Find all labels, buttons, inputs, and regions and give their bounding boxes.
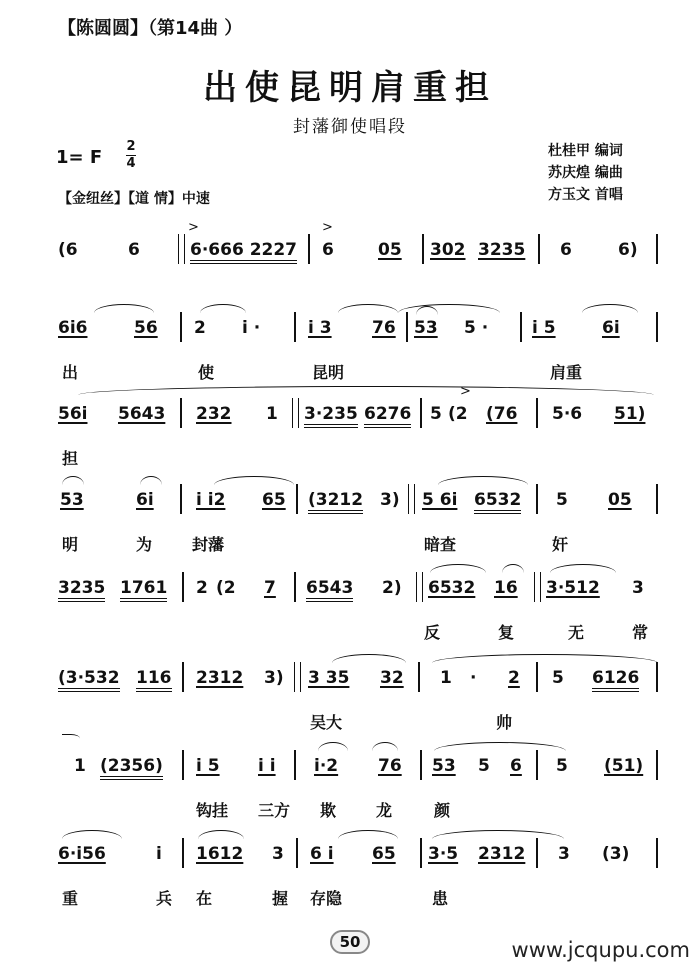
lyric: 兵 bbox=[156, 889, 173, 908]
time-signature-top: 2 bbox=[126, 139, 136, 154]
note: 1 bbox=[266, 404, 278, 424]
lyric: 暗查 bbox=[424, 535, 457, 554]
barline bbox=[406, 312, 408, 342]
lyrics-line bbox=[58, 532, 662, 552]
notes-line bbox=[58, 756, 662, 786]
accent-mark: > bbox=[322, 220, 333, 235]
note: 3 bbox=[272, 844, 284, 864]
note: 6·i56 bbox=[58, 844, 106, 864]
note: 6i bbox=[602, 318, 620, 338]
slur bbox=[372, 742, 398, 751]
lyric: 常 bbox=[632, 623, 649, 642]
barline bbox=[656, 750, 658, 780]
note: 2312 bbox=[478, 844, 526, 864]
note: 51) bbox=[614, 404, 646, 424]
lyric: 三方 bbox=[258, 801, 291, 820]
note: 65 bbox=[262, 490, 286, 510]
lyric: 存隐 bbox=[310, 889, 343, 908]
slur bbox=[94, 304, 154, 313]
lyric: 龙 bbox=[376, 801, 393, 820]
note: 16 bbox=[494, 578, 518, 598]
barline bbox=[536, 838, 538, 868]
note: 302 bbox=[430, 240, 466, 260]
note: 76 bbox=[378, 756, 402, 776]
key-signature: 1= F bbox=[56, 147, 103, 168]
lyrics-line bbox=[58, 446, 662, 466]
note: 1612 bbox=[196, 844, 244, 864]
slur bbox=[398, 304, 500, 313]
note: (51) bbox=[604, 756, 644, 776]
barline bbox=[420, 398, 422, 428]
lyric: 使 bbox=[198, 363, 215, 382]
note: 6543 bbox=[306, 578, 353, 602]
slur bbox=[62, 830, 122, 839]
slur bbox=[430, 564, 486, 573]
note: 3 bbox=[558, 844, 570, 864]
lyric: 奸 bbox=[552, 535, 569, 554]
note: 6) bbox=[618, 240, 638, 260]
note: 3) bbox=[264, 668, 284, 688]
barline bbox=[292, 398, 299, 428]
slur bbox=[550, 564, 616, 573]
time-signature bbox=[126, 140, 136, 171]
barline bbox=[416, 572, 423, 602]
note: 6 bbox=[510, 756, 522, 776]
note: 3·5 bbox=[428, 844, 459, 864]
slur bbox=[438, 476, 528, 485]
lyric: 昆明 bbox=[312, 363, 345, 382]
barline bbox=[294, 662, 301, 692]
song-subtitle: 封藩御使唱段 bbox=[293, 117, 407, 137]
note: 6 i bbox=[310, 844, 334, 864]
barline bbox=[422, 234, 424, 264]
slur bbox=[200, 304, 246, 313]
note: (3) bbox=[602, 844, 630, 864]
note: 6i bbox=[136, 490, 154, 510]
barline bbox=[536, 662, 538, 692]
page-number-badge: 50 bbox=[330, 930, 371, 954]
note: 2312 bbox=[196, 668, 244, 688]
lyric: 欺 bbox=[320, 801, 337, 820]
barline bbox=[534, 572, 541, 602]
lyric: 颜 bbox=[434, 801, 451, 820]
slur bbox=[62, 734, 80, 743]
note: 3235 bbox=[58, 578, 105, 602]
slur bbox=[432, 654, 658, 663]
accent-mark: > bbox=[188, 220, 199, 235]
note: 05 bbox=[608, 490, 632, 510]
note: i 5 bbox=[196, 756, 220, 776]
note: 6 bbox=[322, 240, 334, 260]
note: 1761 bbox=[120, 578, 167, 602]
notes-line bbox=[58, 318, 662, 348]
note: 56 bbox=[134, 318, 158, 338]
slur bbox=[318, 742, 348, 751]
credit-singer: 方玉文 首唱 bbox=[548, 187, 623, 203]
barline bbox=[294, 312, 296, 342]
barline bbox=[296, 484, 298, 514]
barline bbox=[180, 484, 182, 514]
lyric: 患 bbox=[432, 889, 449, 908]
slur bbox=[198, 830, 244, 839]
lyric: 钩挂 bbox=[196, 801, 229, 820]
note: 3 35 bbox=[308, 668, 350, 688]
song-header-tag: 【陈圆圆】（第14曲 ） bbox=[58, 18, 243, 39]
note: (6 bbox=[58, 240, 78, 260]
note: (2 bbox=[448, 404, 468, 424]
notes-line bbox=[58, 578, 662, 608]
note: 232 bbox=[196, 404, 232, 424]
note: 2 bbox=[196, 578, 208, 598]
note: 3·512 bbox=[546, 578, 600, 598]
lyric: 吴大 bbox=[310, 713, 343, 732]
barline bbox=[536, 398, 538, 428]
lyric: 无 bbox=[568, 623, 585, 642]
slur bbox=[582, 304, 638, 313]
note: 5·6 bbox=[552, 404, 583, 424]
note: 2 bbox=[194, 318, 206, 338]
lyrics-line bbox=[58, 620, 662, 640]
note: 3235 bbox=[478, 240, 526, 260]
barline bbox=[182, 838, 184, 868]
barline bbox=[538, 234, 540, 264]
credits-block bbox=[548, 140, 623, 206]
slur bbox=[338, 830, 398, 839]
note: i i2 bbox=[196, 490, 226, 510]
barline bbox=[182, 662, 184, 692]
lyric: 肩重 bbox=[550, 363, 583, 382]
lyrics-line bbox=[58, 798, 662, 818]
note: 6276 bbox=[364, 404, 411, 428]
note: 6 bbox=[560, 240, 572, 260]
lyric: 握 bbox=[272, 889, 289, 908]
note: 53 bbox=[60, 490, 84, 510]
barline bbox=[420, 838, 422, 868]
lyric: 明 bbox=[62, 535, 79, 554]
note: 5 bbox=[430, 404, 442, 424]
note: 1 bbox=[440, 668, 452, 688]
note: i 5 bbox=[532, 318, 556, 338]
note: 32 bbox=[380, 668, 404, 688]
barline bbox=[180, 398, 182, 428]
note: 6126 bbox=[592, 668, 639, 692]
barline bbox=[294, 572, 296, 602]
notes-line bbox=[58, 668, 662, 698]
song-title: 出使昆明肩重担 bbox=[203, 68, 497, 108]
lyric: 反 bbox=[424, 623, 441, 642]
barline bbox=[536, 484, 538, 514]
barline bbox=[656, 662, 658, 692]
lyric: 复 bbox=[498, 623, 515, 642]
lyric: 重 bbox=[62, 889, 79, 908]
site-watermark[interactable]: www.jcqupu.com bbox=[511, 938, 690, 962]
barline bbox=[520, 312, 522, 342]
note: 76 bbox=[372, 318, 396, 338]
barline bbox=[656, 234, 658, 264]
tempo-marking: 【金纽丝】【道 情】中速 bbox=[58, 191, 210, 207]
time-signature-bottom: 4 bbox=[126, 156, 136, 171]
lyrics-line bbox=[58, 886, 662, 906]
credit-lyricist: 杜桂甲 编词 bbox=[548, 143, 623, 159]
note: (3·532 bbox=[58, 668, 120, 692]
note: 56i bbox=[58, 404, 88, 424]
note: 6532 bbox=[474, 490, 521, 514]
note: 53 bbox=[432, 756, 456, 776]
notes-line bbox=[58, 384, 662, 434]
note: · bbox=[470, 668, 477, 688]
note: 3·235 bbox=[304, 404, 358, 428]
note: 6i6 bbox=[58, 318, 88, 338]
note: 5643 bbox=[118, 404, 166, 424]
note: 53 bbox=[414, 318, 438, 338]
slur bbox=[502, 564, 524, 573]
slur bbox=[432, 830, 564, 839]
lyrics-line bbox=[58, 360, 662, 380]
barline bbox=[418, 662, 420, 692]
barline bbox=[656, 312, 658, 342]
note: 116 bbox=[136, 668, 172, 692]
note: i 3 bbox=[308, 318, 332, 338]
note: 2 bbox=[508, 668, 520, 688]
barline bbox=[408, 484, 415, 514]
note: (2356) bbox=[100, 756, 163, 780]
note: 05 bbox=[378, 240, 402, 260]
slur bbox=[338, 304, 398, 313]
lyric: 封藩 bbox=[192, 535, 225, 554]
note: 5 bbox=[552, 668, 564, 688]
note: (3212 bbox=[308, 490, 363, 514]
barline bbox=[656, 838, 658, 868]
note: (76 bbox=[486, 404, 518, 424]
barline bbox=[308, 234, 310, 264]
barline bbox=[182, 750, 184, 780]
lyric: 在 bbox=[196, 889, 213, 908]
note: 6 bbox=[128, 240, 140, 260]
barline bbox=[178, 234, 185, 264]
slur bbox=[214, 476, 294, 485]
notes-line bbox=[58, 490, 662, 520]
barline bbox=[536, 750, 538, 780]
slur bbox=[332, 654, 406, 663]
note: 1 bbox=[74, 756, 86, 776]
note: 6·666 2227 bbox=[190, 240, 297, 264]
note: 3 bbox=[632, 578, 644, 598]
slur bbox=[140, 476, 162, 485]
lyrics-line bbox=[58, 710, 662, 730]
lyric: 帅 bbox=[496, 713, 513, 732]
lyric: 担 bbox=[62, 449, 79, 468]
barline bbox=[182, 572, 184, 602]
lyric: 出 bbox=[62, 363, 79, 382]
barline bbox=[294, 750, 296, 780]
barline bbox=[296, 838, 298, 868]
note: 2) bbox=[382, 578, 402, 598]
notes-line bbox=[58, 844, 662, 874]
notes-line bbox=[58, 220, 662, 270]
note: i·2 bbox=[314, 756, 339, 776]
note: i bbox=[156, 844, 162, 864]
barline bbox=[420, 750, 422, 780]
slur bbox=[78, 386, 654, 395]
note: 5 6i bbox=[422, 490, 458, 510]
barline bbox=[180, 312, 182, 342]
note: 5 · bbox=[464, 318, 489, 338]
note: 5 bbox=[556, 756, 568, 776]
slur bbox=[434, 742, 566, 751]
note: 7 bbox=[264, 578, 276, 598]
note: 5 bbox=[478, 756, 490, 776]
note: 6532 bbox=[428, 578, 476, 598]
barline bbox=[656, 484, 658, 514]
note: (2 bbox=[216, 578, 236, 598]
note: 3) bbox=[380, 490, 400, 510]
note: i · bbox=[242, 318, 261, 338]
accent-mark: > bbox=[460, 384, 471, 399]
credit-composer: 苏庆煌 编曲 bbox=[548, 165, 623, 181]
lyric: 为 bbox=[136, 535, 153, 554]
slur bbox=[62, 476, 84, 485]
note: i i bbox=[258, 756, 276, 776]
note: 5 bbox=[556, 490, 568, 510]
note: 65 bbox=[372, 844, 396, 864]
